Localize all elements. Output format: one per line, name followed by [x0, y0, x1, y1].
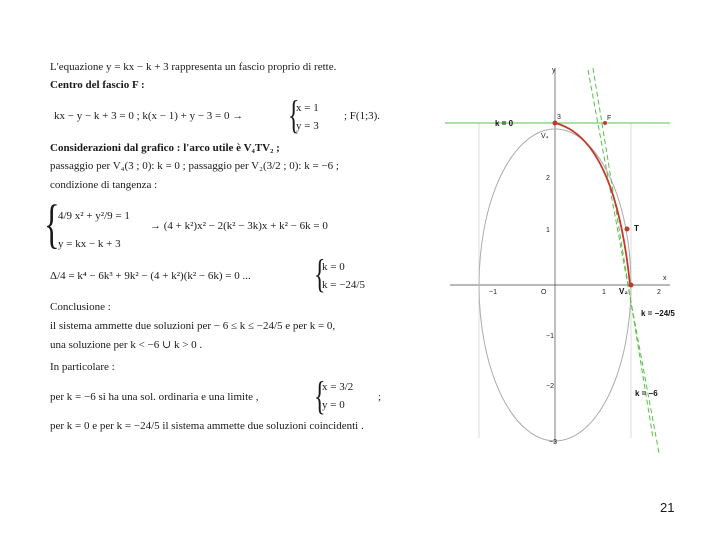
passage-conditions: passaggio per V₄(3 ; 0): k = 0 ; passaggio per V₂(3/2 ; 0): k = −6 ;: [50, 160, 339, 172]
label-k-24-5: k = −24/5: [641, 309, 675, 318]
conclusion-heading: Conclusione :: [50, 301, 111, 313]
system-brace-1: {: [288, 92, 300, 137]
system4-line2: y = 0: [322, 399, 345, 411]
label-ym1: −1: [546, 333, 554, 340]
label-V4: V₄: [541, 133, 549, 140]
system-brace-4: {: [314, 373, 326, 418]
tangency-heading: condizione di tangenza :: [50, 179, 158, 191]
system1-line2: y = 3: [296, 120, 319, 132]
ellipse-graph: [445, 58, 675, 453]
graph-considerations: Considerazioni dal grafico : l'arco utile è V₄TV₂ ;: [50, 142, 280, 154]
system2-ellipse: 4/9 x² + y²/9 = 1: [58, 210, 130, 222]
system2-line: y = kx − k + 3: [58, 238, 121, 250]
y-axis-label: y: [552, 67, 556, 74]
label-ym3: −3: [549, 439, 557, 446]
label-T: T: [634, 224, 639, 233]
system-brace-3: {: [314, 251, 326, 296]
particular-coincident: per k = 0 e per k = −24/5 il sistema ammette due soluzioni coincidenti .: [50, 420, 364, 432]
conclusion-line1: il sistema ammette due soluzioni per − 6 ≤ k ≤ −24/5 e per k = 0,: [50, 320, 336, 332]
label-y2: 2: [546, 175, 550, 182]
particular-heading: In particolare :: [50, 361, 115, 373]
label-xm1: −1: [489, 289, 497, 296]
discriminant-equation: Δ/4 = k⁴ − 6k³ + 9k² − (4 + k²)(k² − 6k) = 0 ...: [50, 270, 251, 282]
label-V2: V₂: [619, 287, 628, 296]
center-point: ; F(1;3).: [344, 110, 381, 122]
resolvent-equation: → (4 + k²)x² − 2(k² − 3k)x + k² − 6k = 0: [150, 220, 328, 232]
particular-k-6: per k = −6 si ha una sol. ordinaria e una limite ,: [50, 391, 259, 403]
label-F: F: [607, 115, 612, 122]
system3-line1: k = 0: [322, 261, 345, 273]
conclusion-line2: una soluzione per k < −6 ∪ k > 0 .: [50, 339, 203, 351]
label-ym2: −2: [546, 383, 554, 390]
center-heading: Centro del fascio F :: [50, 79, 145, 91]
label-x2: 2: [657, 289, 661, 296]
label-k0: k = 0: [495, 119, 514, 128]
system-brace-2: {: [44, 194, 60, 254]
system1-line1: x = 1: [296, 102, 319, 114]
center-equation: kx − y − k + 3 = 0 ; k(x − 1) + y − 3 = 0 →: [54, 110, 244, 122]
label-k-6: k = −6: [635, 389, 658, 398]
label-x1: 1: [602, 289, 606, 296]
page-number: 21: [660, 500, 675, 515]
label-y3: 3: [557, 114, 561, 121]
label-y1: 1: [546, 227, 550, 234]
label-O: O: [541, 289, 547, 296]
particular-semicolon: ;: [378, 391, 382, 403]
system3-line2: k = −24/5: [322, 279, 365, 291]
useful-arc: [555, 123, 630, 285]
point-T: [625, 227, 630, 232]
equation-intro: L'equazione y = kx − k + 3 rappresenta un fascio proprio di rette.: [50, 61, 337, 73]
x-axis-label: x: [663, 275, 667, 282]
system4-line1: x = 3/2: [322, 381, 354, 393]
point-V2: [629, 283, 634, 288]
point-V4: [553, 121, 558, 126]
